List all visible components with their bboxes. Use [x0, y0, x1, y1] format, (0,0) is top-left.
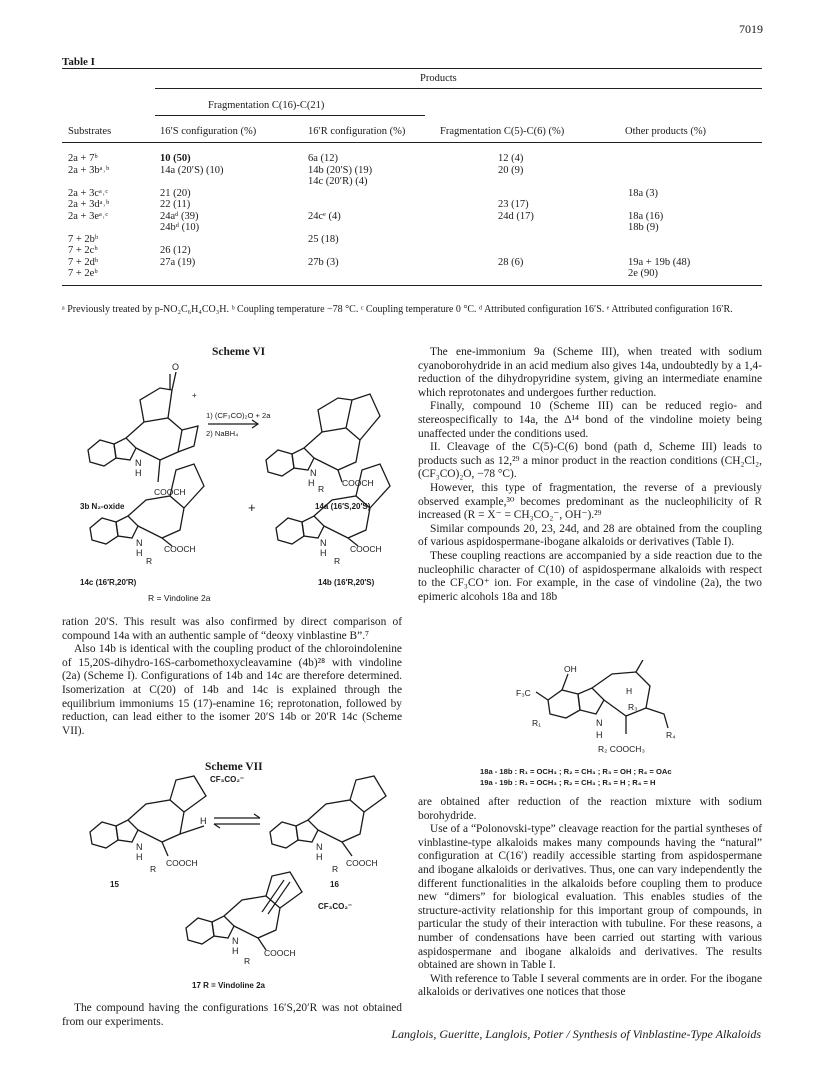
- cell: 2e (90): [628, 268, 659, 279]
- cell: 22 (11): [160, 199, 191, 210]
- products-rule: [155, 88, 762, 89]
- cell: 7 + 2eᵇ: [68, 268, 98, 279]
- paragraph: II. Cleavage of the C(5)-C(6) bond (path d, Scheme III) leads to products such as 12,²⁹ a minor product in the reaction conditions (CH₂Cl₂, (CF₃CO)₂O, −78 °C).: [418, 441, 762, 481]
- label-14a: 14a (16′S,20′S): [315, 502, 371, 511]
- cell: 2a + 3bᵃ˒ᵇ: [68, 164, 110, 176]
- col-header-other: Other products (%): [625, 126, 707, 137]
- cell: [498, 245, 628, 257]
- svg-text:R: R: [334, 556, 341, 566]
- table-row: [68, 257, 748, 269]
- label-18ab: 18a - 18b : R₁ = OCH₃ ; R₂ = CH₃ ; R₃ = OH ; R₄ = OAc: [480, 767, 672, 776]
- cell: 24cᵉ (4): [308, 210, 341, 222]
- table-row: [68, 222, 748, 234]
- cell: [68, 222, 160, 234]
- cell: [628, 199, 748, 211]
- svg-text:H: H: [135, 468, 142, 478]
- cell: 6a (12): [308, 153, 339, 164]
- cell: 10 (50): [160, 153, 191, 164]
- label-14b: 14b (16′R,20′S): [318, 578, 375, 587]
- svg-text:H: H: [136, 548, 143, 558]
- svg-text:COOCH: COOCH: [350, 544, 382, 554]
- cell: [498, 234, 628, 246]
- cell: 21 (20): [160, 187, 191, 199]
- svg-text:COOCH: COOCH: [342, 478, 374, 488]
- running-footer: Langlois, Gueritte, Langlois, Potier / Synthesis of Vinblastine-Type Alkaloids: [391, 1027, 761, 1041]
- svg-text:F₃C: F₃C: [516, 688, 531, 698]
- cell: [308, 222, 498, 234]
- cell: 26 (12): [160, 245, 191, 256]
- table-row: [68, 245, 748, 257]
- paragraph: The compound having the configurations 16′S,20′R was not obtained from our experiments.: [62, 1002, 402, 1028]
- label-17: 17 R = Vindoline 2a: [192, 981, 265, 990]
- svg-text:R₃: R₃: [628, 702, 638, 712]
- paragraph: These coupling reactions are accompanied by a side reaction due to the nucleophilic character of C(10) of aspidospermane alkaloids with respect to the CF₃CO⁺ ion. For example, in the case of vindoline (2a), the two epimeric alcohols 18a and 18b: [418, 549, 762, 603]
- cell: [160, 268, 308, 280]
- cell: 24aᵈ (39): [160, 210, 199, 222]
- svg-text:O: O: [172, 362, 180, 372]
- molecule-18: [508, 660, 708, 760]
- reagent-1: 1) (CF₃CO)₂O + 2a: [206, 411, 271, 420]
- table-row: [68, 268, 748, 280]
- svg-text:H: H: [316, 852, 323, 862]
- plus-sign: +: [248, 500, 256, 515]
- svg-text:N: N: [316, 842, 323, 852]
- paragraph: Use of a “Polonovski-type” cleavage reaction for the partial syntheses of vinblastine-type alkaloids makes many compounds having the “natural” configuration at C(16′) readily accessible starting from aspidospermane and ibogane alkaloids or derivatives. Thus, one can vary independently the different functionalities in the alkaloids before coupling them to produce new “dimers” for biological evaluation. This enables studies of the structure-activity relationship for this important group of compounds, in particular the study of their interaction with tubuline. For these reasons, a number of condensations have been carried out starting with various aspidospermane and ibogane alkaloids and derivatives. The results obtained are shown in Table I.: [418, 823, 762, 972]
- label-19ab: 19a - 19b : R₁ = OCH₃ ; R₂ = CH₃ ; R₃ = H ; R₄ = H: [480, 778, 656, 787]
- cell: [68, 176, 160, 188]
- table-row: [68, 188, 748, 200]
- svg-text:COOCH: COOCH: [264, 948, 296, 958]
- paragraph: With reference to Table I several comments are in order. For the ibogane alkaloids or derivatives one notices that those: [418, 972, 762, 999]
- label-15: 15: [110, 880, 119, 889]
- paragraph: However, this type of fragmentation, the reverse of a previously observed example,³⁰ becomes predominant as the nucleophilicity of R increased (R = X⁻ = CH₃CO₂⁻, OH⁻).²⁹: [418, 481, 762, 522]
- svg-text:R₁: R₁: [532, 718, 542, 728]
- svg-text:N: N: [310, 468, 317, 478]
- r-definition: R = Vindoline 2a: [148, 593, 211, 603]
- cell: 28 (6): [498, 256, 524, 268]
- cell: 12 (4): [498, 153, 524, 164]
- right-column-lower: [418, 796, 762, 1000]
- cell: [160, 234, 308, 246]
- molecule-16: [270, 776, 386, 856]
- scheme7-structures: [84, 772, 404, 972]
- molecule-15: [90, 776, 206, 856]
- svg-text:R: R: [332, 864, 339, 874]
- header-bottom-rule: [62, 142, 762, 143]
- svg-text:H: H: [626, 686, 633, 696]
- cell: [308, 245, 498, 257]
- table-bottom-rule: [62, 285, 762, 286]
- svg-text:R₄: R₄: [666, 730, 676, 740]
- anion-top: CF₃CO₂⁻: [210, 775, 245, 784]
- col-header-16r: 16′R configuration (%): [308, 126, 406, 137]
- data-table: [68, 153, 748, 280]
- cell: [160, 176, 308, 188]
- page-number: 7019: [739, 22, 763, 36]
- cell: 24bᵈ (10): [160, 222, 200, 233]
- paragraph: Finally, compound 10 (Scheme III) can be reduced regio- and stereospecifically to 14a, the Δ¹⁴ bond of the vindoline moiety being unaffected under the conditions used.: [418, 400, 762, 440]
- label-16: 16: [330, 880, 339, 889]
- cell: [498, 268, 628, 280]
- cell: 14b (20′S) (19): [308, 164, 373, 176]
- cell: 27a (19): [160, 256, 196, 268]
- paragraph: The ene-immonium 9a (Scheme III), when treated with sodium cyanoborohydride in an acid medium also gives 14a, undoubtedly by a 1,4-reduction of the dihydropyridine system, giving an intermediate enamine which reprotonates and undergoes further reduction.: [418, 346, 762, 399]
- svg-text:H: H: [308, 478, 315, 488]
- col-header-5-6: Fragmentation C(5)-C(6) (%): [440, 126, 565, 137]
- left-column-upper: [62, 616, 402, 738]
- svg-text:H: H: [596, 730, 603, 740]
- cell: 2a + 7ᵇ: [68, 153, 98, 164]
- cell: [628, 245, 748, 257]
- header-fragmentation-16-21: Fragmentation C(16)-C(21): [208, 100, 325, 111]
- svg-text:N: N: [136, 842, 143, 852]
- cell: 14c (20′R) (4): [308, 176, 368, 187]
- svg-text:H: H: [320, 548, 327, 558]
- cell: [308, 188, 498, 200]
- cell: [628, 234, 748, 246]
- cell: 2a + 3dᵃ˒ᵇ: [68, 199, 110, 210]
- table-row: [68, 165, 748, 177]
- svg-text:H: H: [200, 816, 207, 826]
- cell: 19a + 19b (48): [628, 256, 691, 268]
- cell: [628, 176, 748, 188]
- cell: 14a (20′S) (10): [160, 164, 224, 176]
- svg-text:R: R: [244, 956, 251, 966]
- cell: 2a + 3eᵃ˒ᶜ: [68, 210, 109, 222]
- cell: 25 (18): [308, 233, 339, 245]
- molecule-3b: [88, 372, 198, 482]
- cell: 7 + 2cᵇ: [68, 245, 98, 256]
- table-top-rule: [62, 68, 762, 69]
- svg-text:N: N: [320, 538, 327, 548]
- cell: 20 (9): [498, 164, 524, 176]
- cell: 2a + 3cᵃ˒ᶜ: [68, 187, 109, 199]
- cell: [308, 199, 498, 211]
- svg-text:R: R: [146, 556, 153, 566]
- fragmentation-rule: [155, 115, 425, 116]
- svg-text:COOCH: COOCH: [166, 858, 198, 868]
- cell: 7 + 2bᵇ: [68, 233, 99, 245]
- cell: 18b (9): [628, 222, 659, 233]
- svg-text:N: N: [135, 458, 142, 468]
- svg-text:COOCH: COOCH: [154, 487, 186, 497]
- paragraph: Also 14b is identical with the coupling product of the chloroindolenine of 15,20S-dihydro-16S-carbomethoxycleavamine (4b)²⁸ with vindoline (2a) (Scheme I). Configurations of 14b and 14c are therefore determined. Isomerization at C(20) of 14b and 14c is explained through the equilibrium immoniums 15 (17)-enamine 16; reprotonation, followed by reduction, can lead either to the isomer 20′S 14b or 20′R 14c (Scheme VII).: [62, 643, 402, 737]
- svg-text:H: H: [136, 852, 143, 862]
- paragraph: Similar compounds 20, 23, 24d, and 28 are obtained from the coupling of various aspidospermane-ibogane alkaloids or derivatives (Table I).: [418, 522, 762, 549]
- scheme6-structures: [80, 360, 400, 580]
- svg-text:OH: OH: [564, 664, 577, 674]
- scheme6-title: Scheme VI: [212, 346, 266, 358]
- svg-text:R: R: [150, 864, 157, 874]
- right-column-upper: [418, 346, 762, 604]
- svg-text:N: N: [136, 538, 143, 548]
- table-footnotes: ᵃ Previously treated by p-NO₂C₆H₄CO₃H. ᵇ Coupling temperature −78 °C. ᶜ Coupling temperature 0 °C. ᵈ Attributed configuration 16′S. ᵉ Attributed configuration 16′R.: [62, 304, 733, 315]
- svg-text:N: N: [596, 718, 603, 728]
- header-products: Products: [420, 73, 457, 84]
- cell: [628, 153, 748, 165]
- paragraph: are obtained after reduction of the reaction mixture with sodium borohydride.: [418, 796, 762, 822]
- cell: 23 (17): [498, 199, 529, 210]
- cell: 18a (3): [628, 187, 659, 199]
- cell: [308, 268, 498, 280]
- table-row: [68, 199, 748, 211]
- reagent-2: 2) NaBH₄: [206, 429, 239, 438]
- cell: 7 + 2dᵇ: [68, 256, 99, 268]
- svg-text:R₂ COOCH₃: R₂ COOCH₃: [598, 744, 645, 754]
- svg-text:+: +: [192, 391, 197, 400]
- cell: [498, 176, 628, 188]
- molecule-14a: [266, 394, 380, 482]
- table-row: [68, 234, 748, 246]
- scheme7-title: Scheme VII: [205, 761, 263, 773]
- svg-text:N: N: [232, 936, 239, 946]
- cell: 27b (3): [308, 256, 339, 268]
- cell: [498, 188, 628, 200]
- cell: 24d (17): [498, 210, 534, 222]
- table-row: [68, 176, 748, 188]
- cell: 18a (16): [628, 210, 664, 222]
- svg-text:COOCH: COOCH: [346, 858, 378, 868]
- table-row: [68, 211, 748, 223]
- label-14c: 14c (16′R,20′R): [80, 578, 137, 587]
- col-header-substrates: Substrates: [68, 126, 112, 137]
- molecule-17: [186, 872, 302, 950]
- svg-text:R: R: [318, 484, 325, 494]
- col-header-16s: 16′S configuration (%): [160, 126, 257, 137]
- svg-text:COOCH: COOCH: [164, 544, 196, 554]
- table-label: Table I: [62, 56, 95, 68]
- cell: [498, 222, 628, 234]
- label-3b: 3b N₂-oxide: [80, 502, 125, 511]
- anion-bottom: CF₃CO₂⁻: [318, 902, 353, 911]
- table-row: [68, 153, 748, 165]
- cell: [628, 165, 748, 177]
- svg-text:H: H: [232, 946, 239, 956]
- paragraph: ration 20′S. This result was also confirmed by direct comparison of compound 14a with an authentic sample of “deoxy vinblastine B”.⁷: [62, 616, 402, 642]
- left-column-lower: [62, 1002, 402, 1029]
